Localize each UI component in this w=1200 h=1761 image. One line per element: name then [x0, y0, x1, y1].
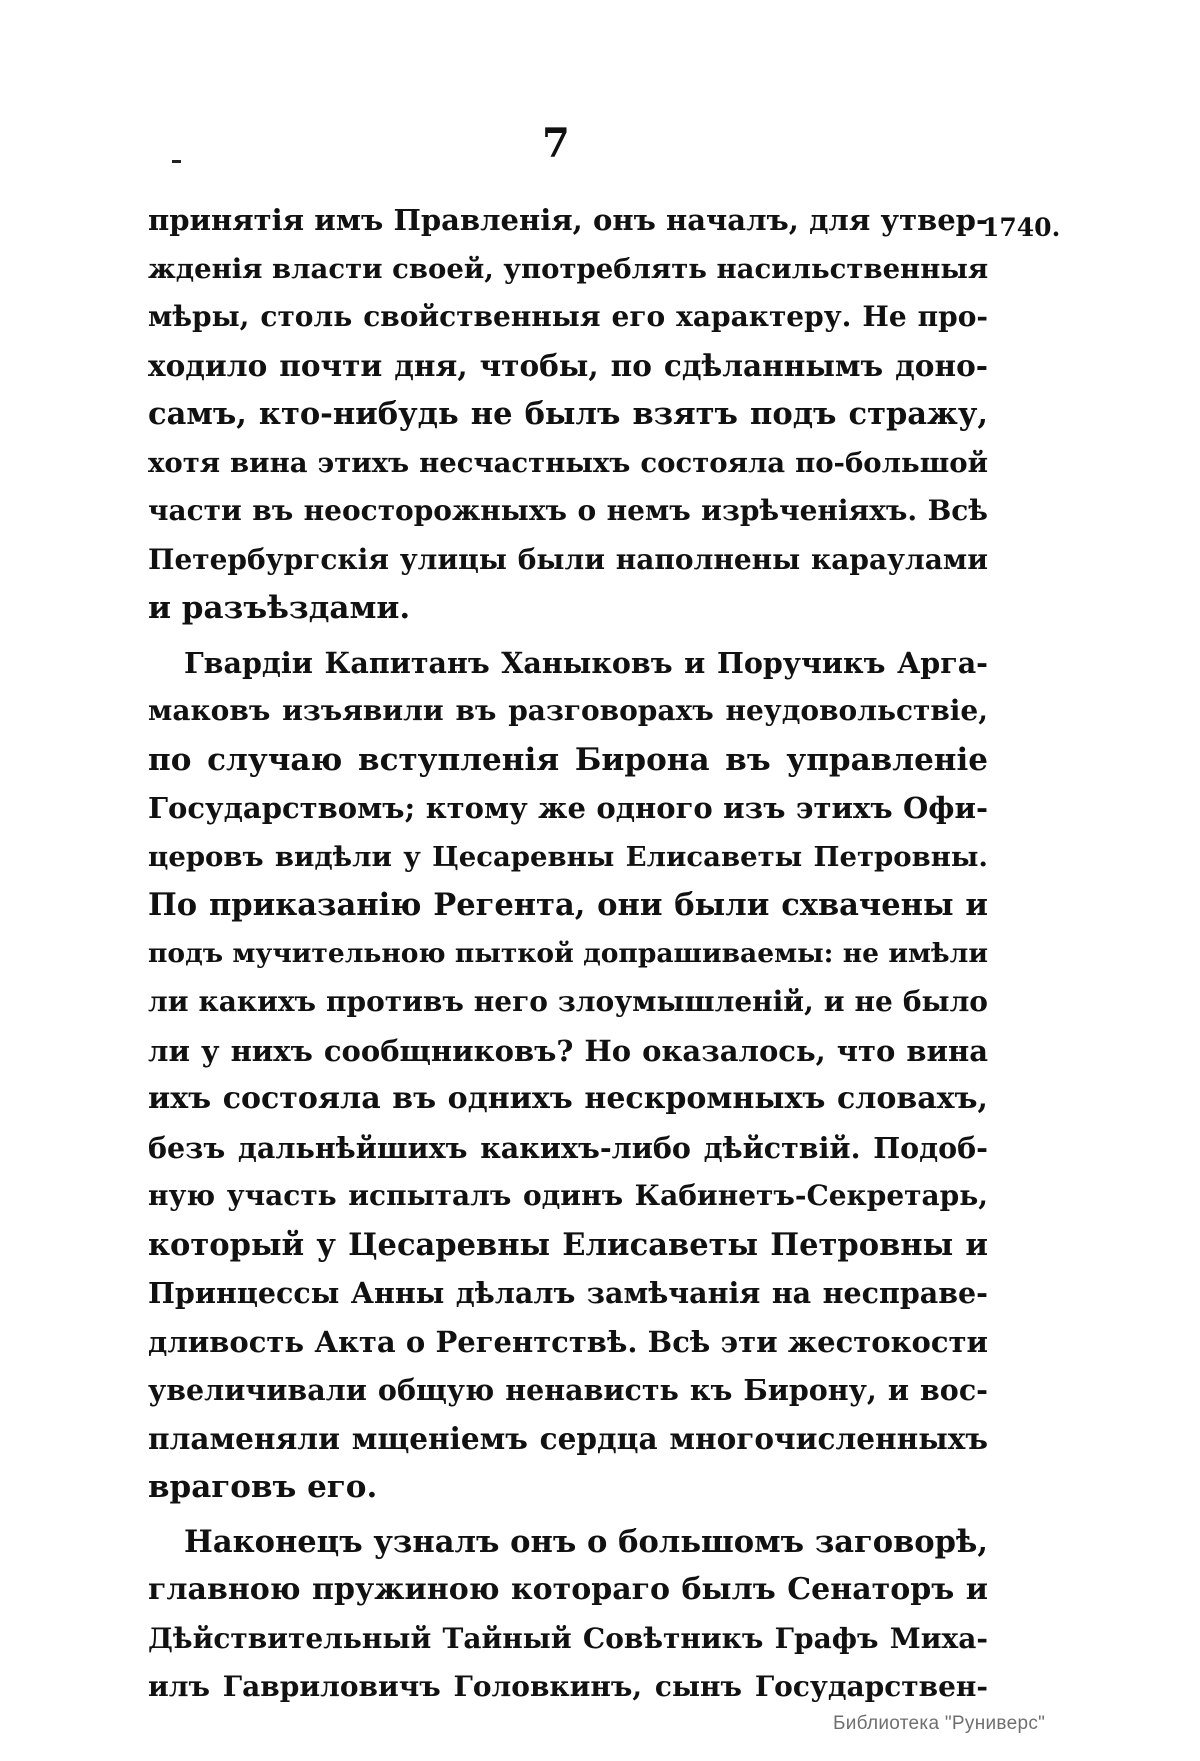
text-line: ную участь испыталъ одинъ Кабинетъ-Секретарь,: [148, 1179, 988, 1212]
text-line: жденія власти своей, употреблять насильственныя: [148, 252, 989, 285]
text-line: мѣры, столь свойственныя его характеру. Не про-: [148, 300, 988, 333]
text-line: самъ, кто-нибудь не былъ взятъ подъ стражу,: [148, 396, 988, 432]
text-line: ихъ состояла въ однихъ нескромныхъ словахъ,: [148, 1081, 988, 1116]
text-line: маковъ изъявили въ разговорахъ неудовольствіе,: [148, 694, 988, 727]
body-text: [148, 196, 988, 1712]
library-watermark: Библиотека "Руниверс": [833, 1713, 1046, 1734]
text-line: части въ неосторожныхъ о немъ изрѣченіяхъ. Всѣ: [148, 494, 988, 527]
text-line: ли какихъ противъ него злоумышленій, и не было: [148, 985, 988, 1018]
text-line: безъ дальнѣйшихъ какихъ-либо дѣйствій. Подоб-: [148, 1130, 988, 1165]
text-line: увеличивали общую ненависть къ Бирону, и вос-: [148, 1373, 988, 1407]
text-line: церовъ видѣли у Цесаревны Елисаветы Петровны.: [148, 840, 988, 873]
margin-year-note: 1740.: [982, 213, 1061, 242]
text-line: Гвардіи Капитанъ Ханыковъ и Поручикъ Арга-: [184, 645, 988, 680]
text-line: враговъ его.: [148, 1469, 378, 1505]
text-line: пламеняли мщеніемъ сердца многочисленныхъ: [148, 1420, 988, 1456]
text-line: Дѣйствительный Тайный Совѣтникъ Графъ Миха-: [148, 1621, 988, 1655]
text-line: ли у нихъ сообщниковъ? Но оказалось, что вина: [148, 1033, 988, 1068]
text-line: Наконецъ узналъ онъ о большомъ заговорѣ,: [184, 1523, 988, 1560]
text-line: ходило почти дня, чтобы, по сдѣланнымъ доно-: [148, 347, 988, 383]
header-dash-mark: [172, 160, 181, 163]
text-line: дливость Акта о Регентствѣ. Всѣ эти жестокости: [148, 1324, 988, 1359]
text-line: по случаю вступленія Бирона въ управленіе: [148, 741, 988, 778]
text-line: принятія имъ Правленія, онъ началъ, для утвер-: [148, 203, 988, 237]
text-line: главною пружиною котораго былъ Сенаторъ и: [148, 1572, 988, 1607]
page-number: 7: [542, 120, 570, 167]
text-line: который у Цесаревны Елисаветы Петровны и: [148, 1226, 988, 1263]
text-line: и разъѣздами.: [148, 590, 411, 626]
text-line: Принцессы Анны дѣлалъ замѣчанія на несправе-: [148, 1276, 988, 1310]
text-line: хотя вина этихъ несчастныхъ состояла по-большой: [148, 446, 988, 479]
text-line: Петербургскія улицы были наполнены караулами: [148, 542, 988, 576]
text-line: Государствомъ; ктому же одного изъ этихъ Офи-: [148, 791, 988, 825]
text-line: подъ мучительною пыткой допрашиваемы: не имѣли: [148, 937, 988, 969]
text-line: По приказанію Регента, они были схвачены и: [148, 887, 988, 923]
text-line: илъ Гавриловичъ Головкинъ, сынъ Государствен-: [148, 1670, 988, 1703]
